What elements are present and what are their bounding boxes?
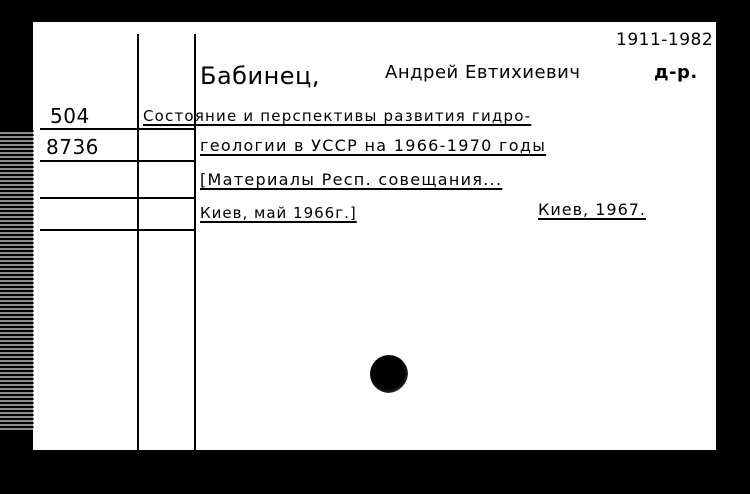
note-line-1: [Материалы Респ. совещания... [200,170,503,189]
author-surname: Бабинец, [200,62,320,90]
ink-blot [370,355,408,393]
author-dates: 1911-1982 [616,30,714,50]
title-line-1: Состояние и перспективы развития гидро- [143,107,532,125]
call-number-top: 504 [50,104,90,128]
scan-edge-noise [0,130,34,430]
call-number-bottom: 8736 [46,135,99,159]
card-rule-row-4 [40,229,195,231]
card-rule-left [137,34,139,450]
card-rule-right [194,34,196,450]
author-given-names: Андрей Евтихиевич [385,62,581,83]
note-line-2: Киев, май 1966г.] [200,204,357,222]
imprint: Киев, 1967. [538,200,647,219]
card-rule-row-2 [40,160,195,162]
card-rule-row-3 [40,197,195,199]
card-rule-row-1 [40,128,195,130]
title-line-2: геологии в УССР на 1966-1970 годы [200,136,547,155]
author-degree: д-р. [654,62,698,83]
